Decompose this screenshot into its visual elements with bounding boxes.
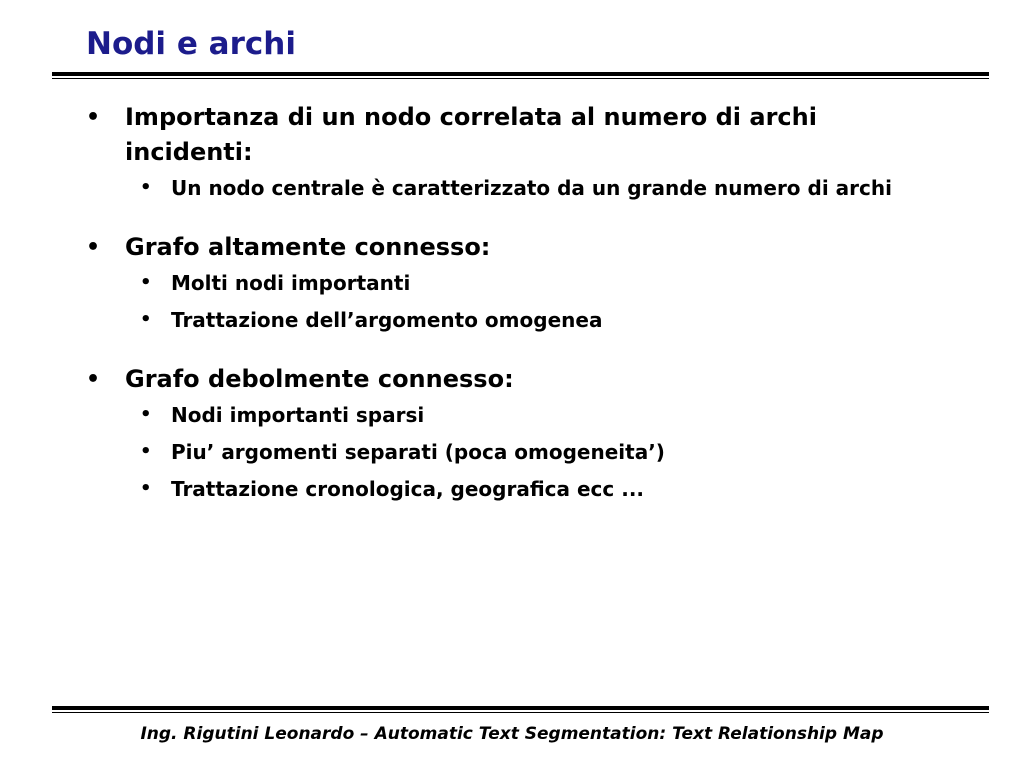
- sub-bullet-item: [125, 268, 924, 298]
- sub-bullet-icon: •: [140, 404, 152, 425]
- sub-bullet-text: Trattazione dell’argomento omogenea: [171, 308, 603, 332]
- sub-bullet-icon: •: [140, 441, 152, 462]
- bullet-item: [84, 100, 924, 170]
- sub-bullet-icon: •: [140, 309, 152, 330]
- sub-bullet-text: Piu’ argomenti separati (poca omogeneita’): [171, 440, 665, 464]
- sub-bullet-text: Molti nodi importanti: [171, 271, 411, 295]
- sub-bullet-item: [125, 437, 924, 467]
- bullet-item: [84, 362, 924, 397]
- sub-bullet-text: Trattazione cronologica, geografica ecc ...: [171, 477, 645, 501]
- bullet-icon: •: [86, 105, 101, 130]
- bullet-text: Grafo debolmente connesso:: [125, 365, 514, 393]
- footer-divider: [52, 706, 989, 713]
- sub-bullet-text: Nodi importanti sparsi: [171, 403, 425, 427]
- slide-footer: Ing. Rigutini Leonardo – Automatic Text Segmentation: Text Relationship Map: [140, 724, 884, 744]
- bullet-text: Importanza di un nodo correlata al numero di archi incidenti:: [125, 103, 817, 166]
- sub-bullet-item: [125, 173, 924, 203]
- bullet-icon: •: [86, 367, 101, 392]
- sub-bullet-icon: •: [140, 177, 152, 198]
- sub-bullet-icon: •: [140, 478, 152, 499]
- bullet-text: Grafo altamente connesso:: [125, 233, 491, 261]
- slide-title: Nodi e archi: [86, 26, 296, 62]
- sub-bullet-item: [125, 400, 924, 430]
- sub-bullet-icon: •: [140, 272, 152, 293]
- bullet-icon: •: [86, 235, 101, 260]
- slide-content: [84, 100, 924, 504]
- bullet-item: [84, 230, 924, 265]
- title-divider: [52, 72, 989, 79]
- sub-bullet-item: [125, 474, 924, 504]
- sub-bullet-text: Un nodo centrale è caratterizzato da un grande numero di archi: [171, 176, 892, 200]
- sub-bullet-item: [125, 305, 924, 335]
